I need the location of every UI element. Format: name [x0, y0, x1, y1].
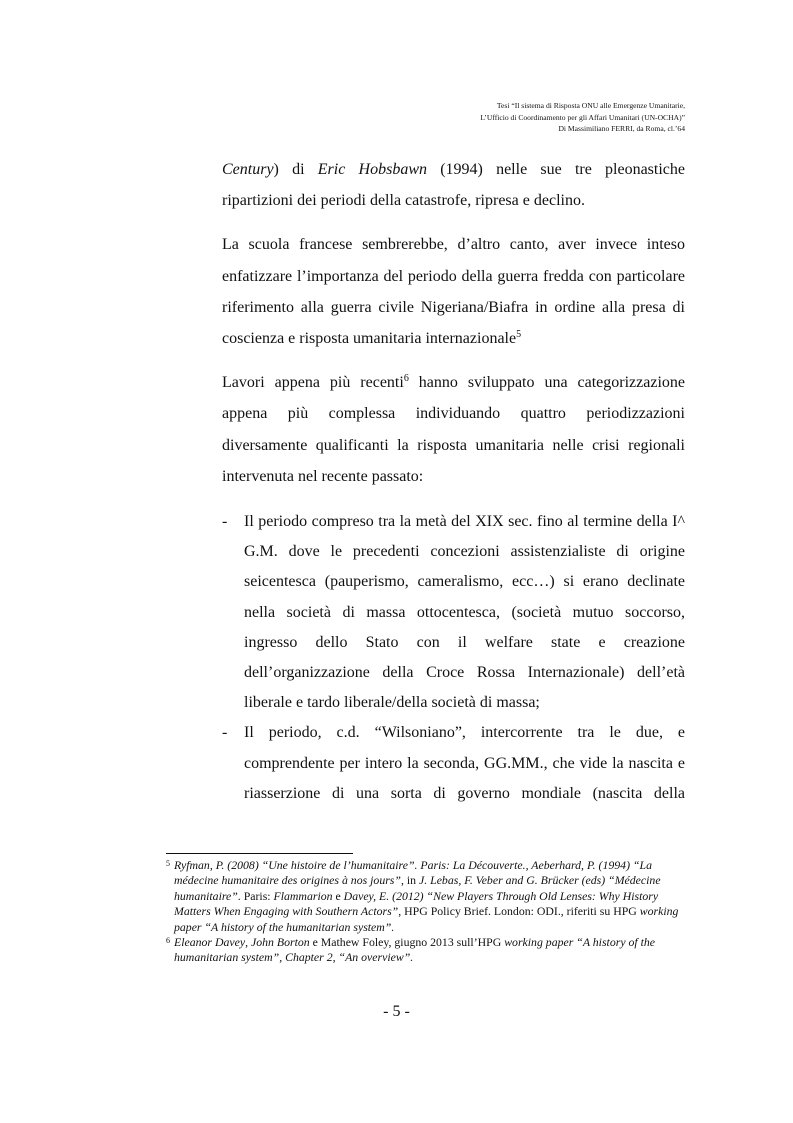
list-item	[222, 718, 685, 809]
text-span: La scuola francese sembrerebbe, d’altro canto, aver invece inteso enfatizzare l’importanza del periodo della guerra fredda con particolare riferimento alla guerra civile Nigeriana/Biafra in ordine alla presa di coscienza e risposta umanitaria internazionale	[222, 236, 685, 348]
list-item	[222, 507, 685, 718]
running-header	[265, 100, 685, 135]
italic-span: Eric Hobsbawn	[317, 161, 427, 178]
text-span: . Paris:	[237, 888, 274, 903]
list-item-text: Il periodo, c.d. “Wilsoniano”, intercorrente tra le due, e comprendente per intero la seconda, GG.MM., che vide la nascita e riasserzione di una sorta di governo mondiale (nascita della	[244, 724, 685, 802]
header-line: L’Ufficio di Coordinamento per gli Affari Umanitari (UN-OCHA)”	[480, 112, 685, 122]
italic-span: John Borton	[251, 935, 310, 950]
body-text	[222, 154, 685, 809]
footnote-6	[166, 935, 686, 966]
italic-span: Eleanor Davey	[174, 935, 246, 950]
list-item-text: Il periodo compreso tra la metà del XIX sec. fino al termine della I^ G.M. dove le precedenti concezioni assistenzialiste di origine seicentesca (pauperismo, cameralismo, ecc…) si erano declinate nella società di massa ottocentesca, (società mutuo soccorso, ingresso dello Stato con il welfare state e creazione dell’organizzazione della Croce Rossa Internazionale) dell’età liberale e tardo liberale/della società di massa;	[244, 513, 685, 712]
header-line: Tesi “Il sistema di Risposta ONU alle Emergenze Umanitarie,	[496, 101, 685, 110]
italic-span: J. Lebas, F. Veber and G. Brücker (eds) “Médecine humanitaire”	[174, 873, 661, 903]
text-span: (1994) nelle sue tre pleonastiche ripartizioni dei periodi della catastrofe, ripresa e declino.	[222, 161, 685, 210]
footnote-ref[interactable]: 6	[403, 373, 409, 385]
text-span: ) di	[273, 161, 318, 178]
dash-bullet: -	[222, 513, 228, 531]
text-span: hanno sviluppato una categorizzazione appena più complessa individuando quattro periodizzazioni diversamente qualificanti la risposta umanitaria nelle crisi regionali intervenuta nel recente passato:	[222, 374, 686, 485]
bullet-list	[222, 507, 685, 809]
text-span: e Mathew Foley, giugno 2013 sull’HPG	[309, 935, 505, 950]
italic-span: Ryfman, P. (2008) “Une histoire de l’humanitaire”. Paris: La Découverte., Aeberhard, P. (1994) “La médecine humanitaire des origines à nos jours”	[174, 858, 652, 888]
page-number: - 5 -	[383, 1003, 410, 1020]
italic-span: working paper “A history of the humanitarian system”.	[174, 904, 679, 934]
footnote-mark: 6	[166, 936, 170, 946]
italic-span: Davey, E. (2012) “New Players Through Old Lenses: Why History Matters When Engaging with Southern Actors”	[174, 888, 659, 919]
italic-span: Flammarion	[273, 888, 333, 903]
footnote-ref[interactable]: 5	[516, 329, 522, 341]
italic-span: Century	[222, 161, 274, 178]
paragraph	[222, 229, 685, 354]
header-line: Di Massimiliano FERRI, da Roma, cl.’64	[558, 124, 685, 133]
text-span: , in	[400, 873, 419, 888]
italic-span: working paper “A history of the humanitarian system”, Chapter 2, “An overview”.	[174, 935, 656, 965]
footnote-5	[166, 858, 686, 935]
text-span: e	[332, 888, 344, 903]
paragraph	[222, 154, 685, 216]
paragraph	[222, 367, 685, 492]
text-span: , HPG Policy Brief. London: ODI., riferiti su HPG	[398, 904, 640, 919]
dash-bullet: -	[222, 724, 228, 742]
footnote-mark: 5	[166, 859, 170, 868]
text-span: Lavori appena più recenti	[222, 374, 404, 392]
footnote-separator	[166, 853, 353, 854]
text-span: ,	[245, 935, 251, 950]
footnotes	[166, 858, 686, 966]
